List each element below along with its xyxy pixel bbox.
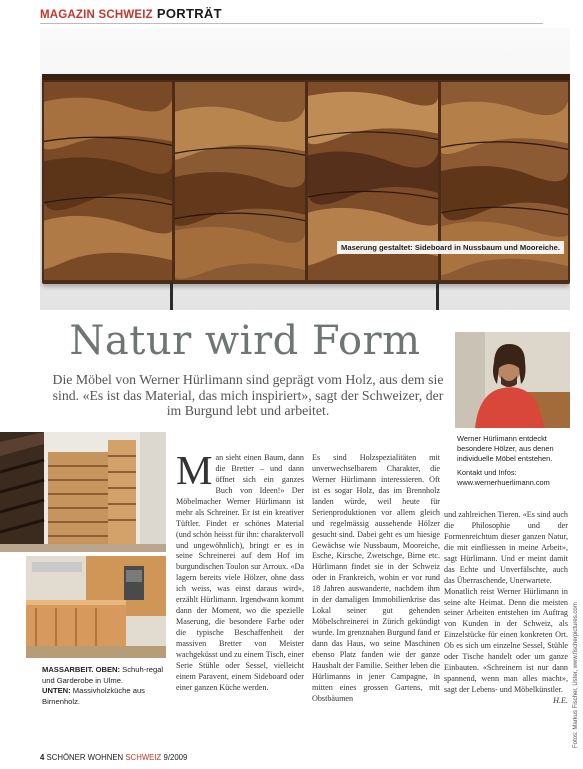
- hero-photo: [40, 28, 570, 310]
- issue-number: 9/2009: [163, 753, 188, 762]
- body-text-3: und zahlreichen Tieren. «Es sind auch die Philosophie und der Formenreichtum dieser ganzen Natur, die mit einfliessen in meine Arbeit», sagt Hürlimann. Und er meint damit das Echte und Unverfälschte, auch das Überraschende, Unerwartete.: [444, 510, 568, 585]
- caption-lead-bottom: UNTEN:: [42, 686, 71, 696]
- header-brand: MAGAZIN SCHWEIZ: [40, 9, 153, 21]
- magazine-edition: SCHWEIZ: [125, 753, 162, 762]
- left-photo-caption: [42, 665, 170, 707]
- body-column-1: [176, 447, 304, 694]
- body-column-3: [444, 510, 568, 707]
- sideboard-leg: [436, 282, 439, 310]
- page-header: [40, 6, 222, 22]
- sideboard-door: [175, 82, 305, 280]
- photo-credit: [573, 568, 582, 748]
- portrait-caption-text: Werner Hürlimann entdeckt besondere Hölzer, aus denen individuelle Möbel entstehen.: [457, 434, 554, 463]
- caption-text-top: Schuh-regal und Garderobe in Ulme.: [42, 665, 164, 685]
- kitchen-photo: [26, 556, 166, 658]
- sideboard-door: [44, 82, 172, 280]
- page-number: 4: [40, 753, 45, 762]
- drop-cap: M: [176, 447, 213, 493]
- header-section: PORTRÄT: [156, 6, 222, 21]
- article-headline: Natur wird Form: [69, 318, 421, 364]
- portrait-photo: [455, 332, 570, 428]
- article-deck: Die Möbel von Werner Hürlimann sind geprägt vom Holz, aus dem sie sind. «Es ist das Material, das mich inspiriert», sagt der Schweizer, der im Burgund lebt und arbeitet.: [52, 372, 444, 418]
- caption-lead-top: MASSARBEIT. OBEN:: [42, 665, 121, 674]
- contact-url: www.wernerhuerlimann.com: [457, 478, 550, 487]
- body-text-1: an sieht einen Baum, dann die Bretter – und dann öffnet sich ein ganzes Buch von Ideen!» Der Möbelmacher Werner Hürlimann ist mehr als Schreiner. Er ist ein kreativer Tüftler. Findet er schönes Material (und schön heisst für ihn: charaktervoll und ungewöhnlich), bringt er es in seine Schreinerei auf dem Hof im burgundischen Toulon sur Arroux. «Da lagern bereits viele Hölzer, ohne dass ich weiss, was einst daraus wird», erzählt Hürlimann. Irgendwann kommt dann der Moment, wo die spezielle Maserung, die besondere Farbe oder die typische Beschaffenheit der massiven Bretter von Meister wachgeküsst und zu einem Tisch, einer Serie Stühle oder Sessel, vielleicht einem Paravent, einem Sideboard oder einer ganzen Küche werden.: [176, 453, 304, 692]
- body-text-2: Es sind Holzspezialitäten mit unverwechselbarem Charakter, die Werner Hürlimann interessieren. Oft ist es sogar Holz, das im Brennholz landen würde, weil heute für Serienproduktionen vor allem gleich und regelmässig aussehende Hölzer gesucht sind. Dabei geht es um hiesige Gewächse wie Nussbaum, Mooreiche, Esche, Kirsche, Zwetschge, Birne etc. Hürlimann findet sie in der Schweiz oder in Frankreich, wohin er vor rund 18 Jahren auswanderte, nachdem ihm in der damaligen Immobilienkrise das Lokal seiner gut gehenden Möbelschreinerei in Zürich gekündigt wurde. Im grenznahen Burgund fand er dann das Haus, wo seine Maschinen ebenso Platz fanden wie der ganze Haushalt der Familie. Seither leben die Hürlimanns in jener Campagne, in mitten eines grossen Gartens, mit Obstbäumen: [312, 453, 441, 703]
- sideboard-leg: [170, 282, 173, 310]
- hero-caption: Maserung gestaltet: Sideboard in Nussbaum und Mooreiche.: [337, 241, 564, 254]
- body-column-2: [312, 453, 440, 705]
- contact-label: Kontakt und Infos:: [457, 468, 517, 477]
- page-footer: [40, 753, 187, 762]
- shoe-rack-photo: [0, 432, 166, 552]
- author-signature: H.E.: [553, 695, 568, 705]
- portrait-caption: [457, 434, 572, 488]
- photo-credit-text: Fotos: Markus Fischer, Uster, www.fischerpictures.com: [573, 602, 579, 748]
- magazine-name: SCHÖNER WOHNEN: [46, 753, 124, 762]
- body-text-3b: Monatlich reist Werner Hürlimann in seine alte Heimat. Denn die meisten seiner Arbeiten entstehen im Auftrag von Kunden in der Schweiz, als Einzelstücke für einen konkreten Ort. Ob es sich um einzelne Sessel, Stühle oder Tische handelt oder um ganze Einbauten. «Schreinern ist nur dann spannend, wenn man alles macht», sagt der Lebens- und Möbelkünstler.: [444, 586, 568, 694]
- caption-text-bottom: Massivholzküche aus Birnenholz.: [42, 686, 145, 706]
- header-rule: [40, 23, 543, 24]
